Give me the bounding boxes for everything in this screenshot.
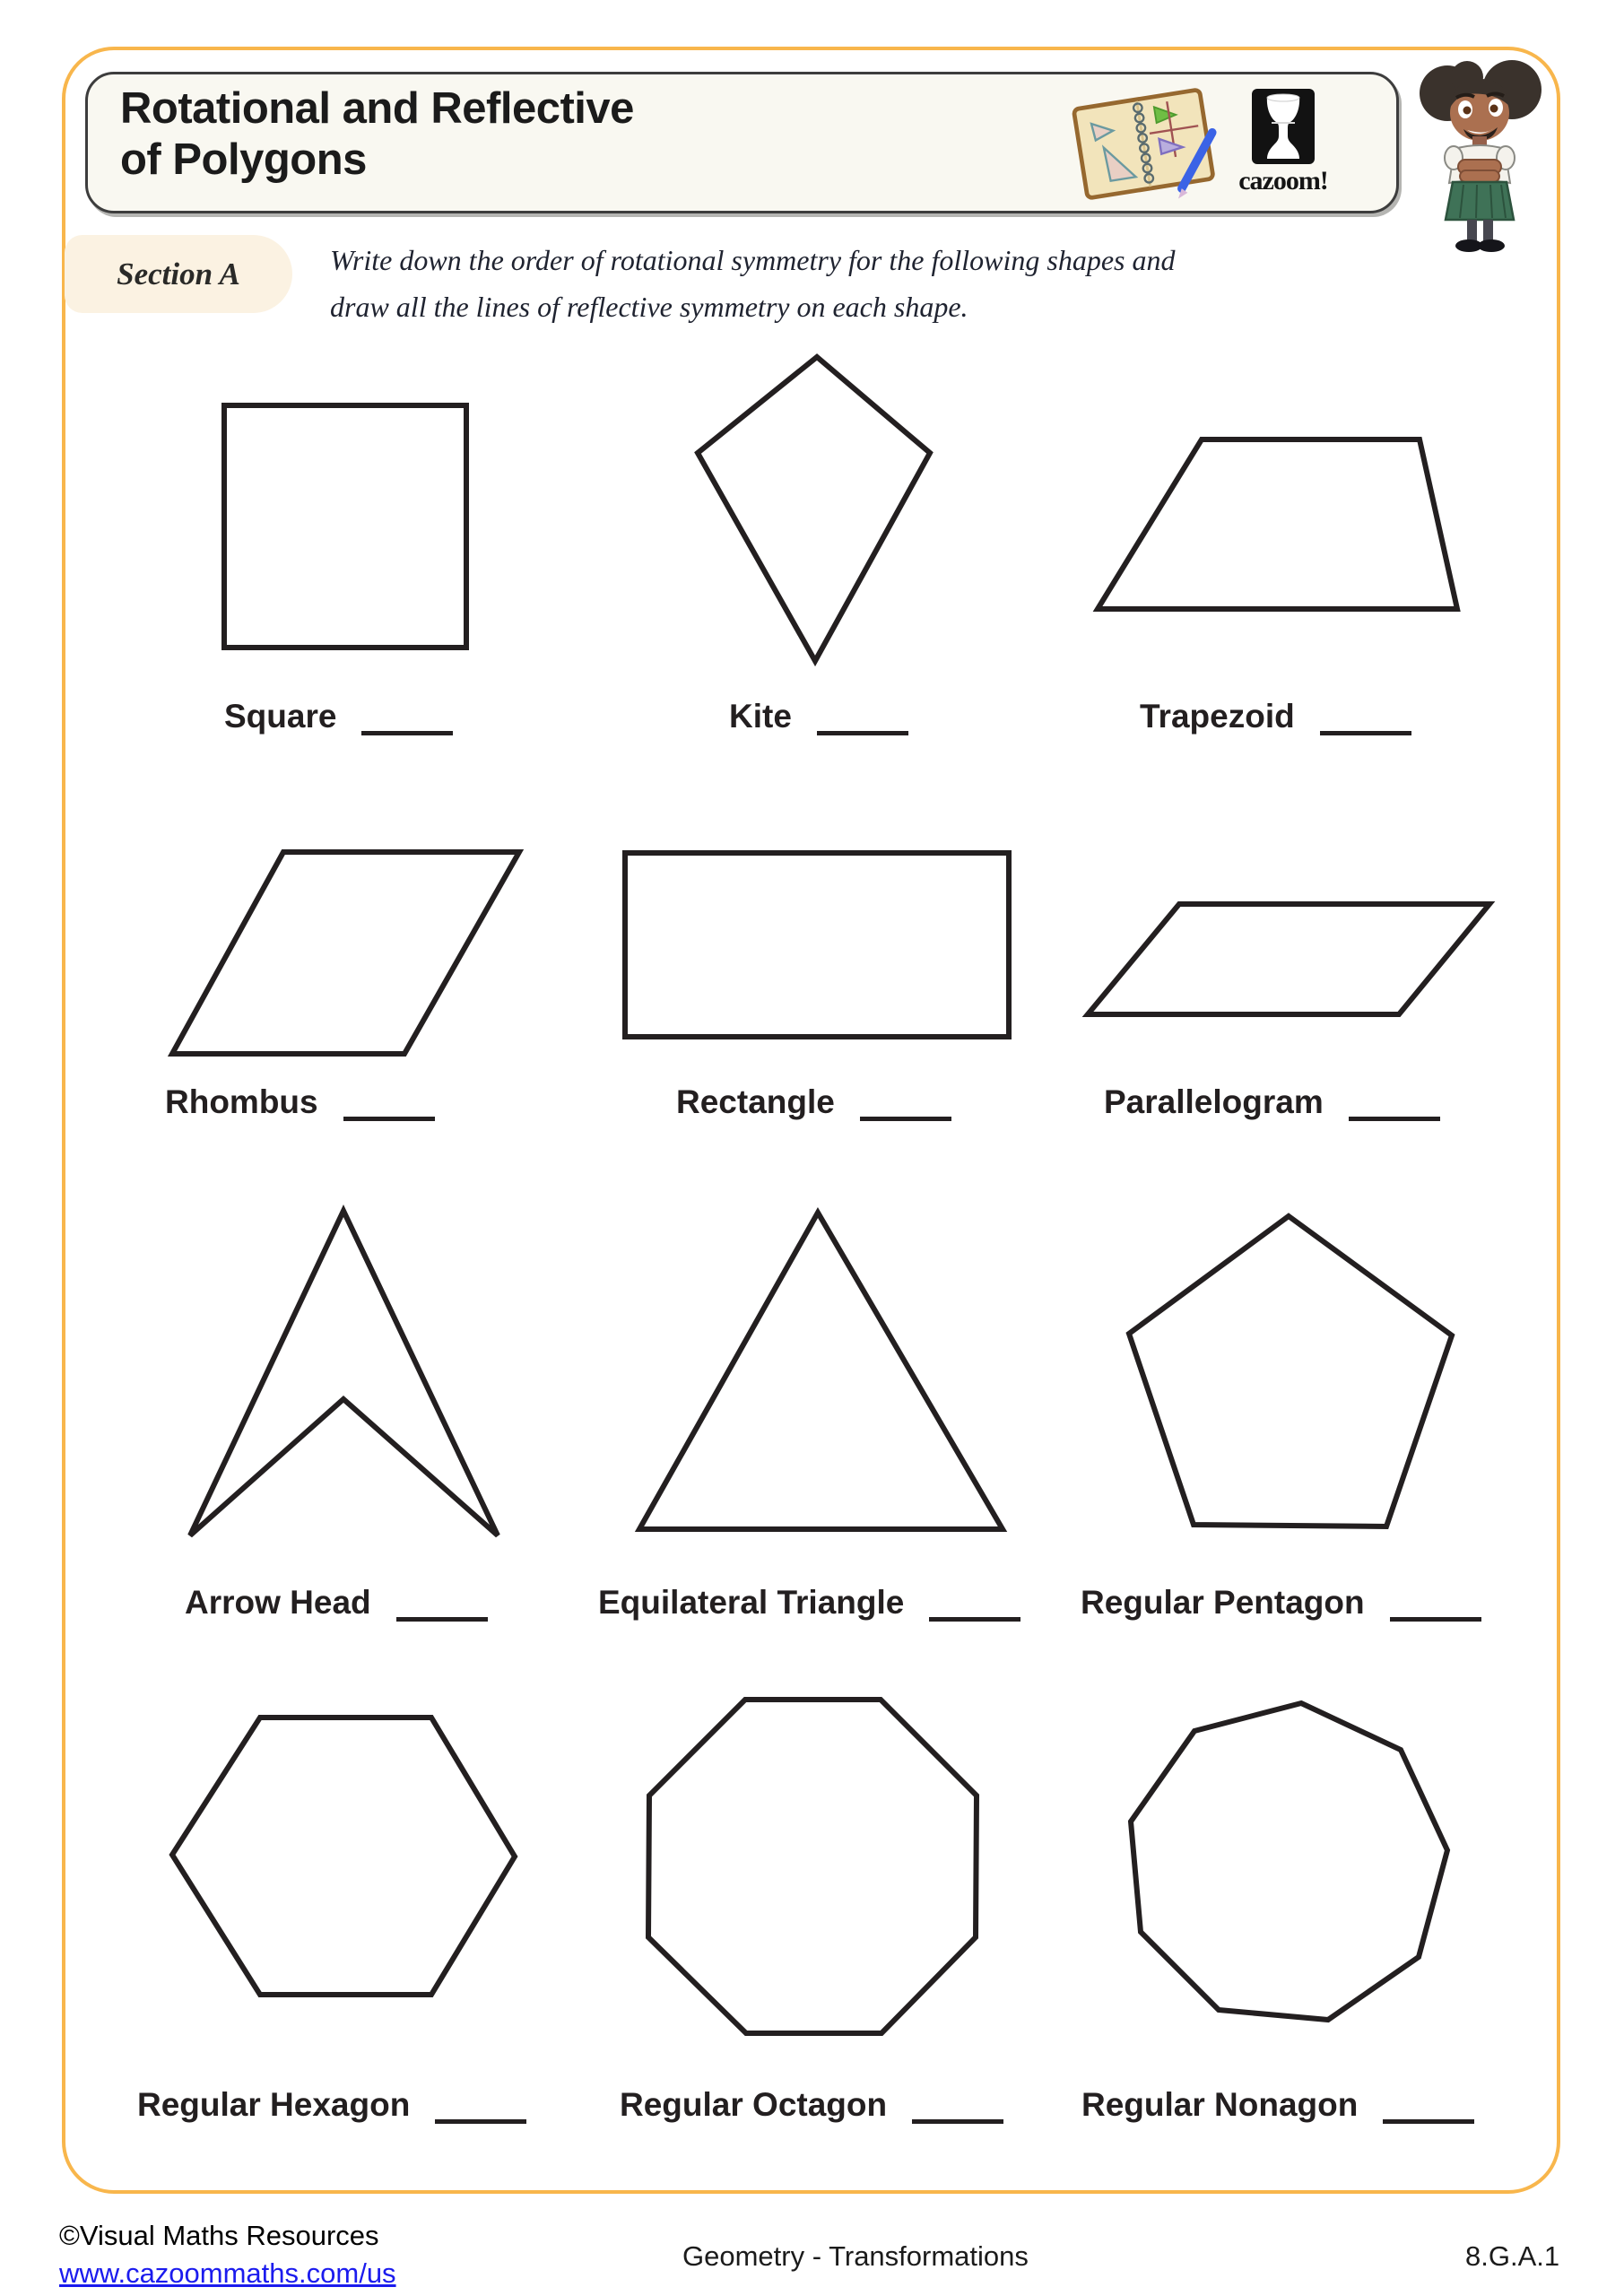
brand-text: cazoom! [1238, 166, 1328, 196]
answer-blank-regular-hexagon[interactable] [435, 2089, 526, 2124]
shape-label-rectangle [676, 1083, 951, 1121]
kite-shape [698, 357, 930, 661]
instruction-line1: Write down the order of rotational symmetry for the following shapes and [330, 244, 1176, 276]
answer-blank-arrow-head[interactable] [396, 1587, 488, 1622]
shape-label-regular-hexagon [137, 2086, 526, 2124]
footer-subject: Geometry - Transformations [682, 2240, 1029, 2272]
shape-label-rhombus [165, 1083, 435, 1121]
copyright-text: ©Visual Maths Resources [59, 2220, 379, 2251]
page-title-line1: Rotational and Reflective [120, 84, 634, 133]
shape-label-kite [729, 698, 908, 735]
equilateral-triangle-shape [639, 1213, 1003, 1529]
regular-octagon-shape [648, 1700, 977, 2033]
regular-pentagon-shape [1129, 1216, 1452, 1526]
answer-blank-regular-octagon[interactable] [912, 2089, 1003, 2124]
shape-label-text: Square [224, 698, 337, 735]
shape-label-text: Rhombus [165, 1083, 318, 1120]
answer-blank-parallelogram[interactable] [1349, 1086, 1440, 1121]
shape-label-regular-octagon [620, 2086, 1003, 2124]
instruction-line2: draw all the lines of reflective symmetry on each shape. [330, 291, 968, 323]
shape-label-square [224, 698, 453, 735]
shape-label-text: Rectangle [676, 1083, 835, 1120]
answer-blank-trapezoid[interactable] [1320, 700, 1411, 735]
answer-blank-regular-pentagon[interactable] [1390, 1587, 1481, 1622]
shape-label-equilateral-triangle [598, 1584, 1020, 1622]
shape-label-text: Regular Nonagon [1081, 2086, 1359, 2123]
shape-label-text: Kite [729, 698, 792, 735]
shape-label-text: Trapezoid [1140, 698, 1295, 735]
answer-blank-square[interactable] [361, 700, 453, 735]
page-title-line2: of Polygons [120, 135, 367, 184]
shape-label-parallelogram [1104, 1083, 1440, 1121]
shape-label-text: Regular Pentagon [1081, 1584, 1365, 1621]
section-a-label: Section A [117, 256, 240, 291]
shape-label-text: Equilateral Triangle [598, 1584, 905, 1621]
shape-label-trapezoid [1140, 698, 1411, 735]
answer-blank-rhombus[interactable] [343, 1086, 435, 1121]
arrow-head-shape [190, 1211, 498, 1535]
footer-standard-code: 8.G.A.1 [1465, 2240, 1560, 2272]
shape-label-text: Regular Octagon [620, 2086, 888, 2123]
parallelogram-shape [1088, 904, 1489, 1014]
square-shape [224, 405, 466, 648]
shape-label-text: Regular Hexagon [137, 2086, 411, 2123]
footer-left-block [59, 2217, 396, 2292]
rectangle-shape [625, 853, 1009, 1037]
shape-label-regular-nonagon [1081, 2086, 1474, 2124]
shape-label-arrow-head [185, 1584, 488, 1622]
website-link[interactable]: www.cazoommaths.com/us [59, 2257, 396, 2289]
shape-label-text: Arrow Head [185, 1584, 371, 1621]
answer-blank-kite[interactable] [817, 700, 908, 735]
answer-blank-equilateral-triangle[interactable] [929, 1587, 1020, 1622]
shape-label-regular-pentagon [1081, 1584, 1481, 1622]
shape-label-text: Parallelogram [1104, 1083, 1324, 1120]
rhombus-shape [172, 852, 519, 1054]
answer-blank-regular-nonagon[interactable] [1383, 2089, 1474, 2124]
answer-blank-rectangle[interactable] [860, 1086, 951, 1121]
regular-nonagon-shape [1131, 1703, 1447, 2020]
regular-hexagon-shape [172, 1718, 515, 1995]
trapezoid-shape [1098, 439, 1457, 609]
